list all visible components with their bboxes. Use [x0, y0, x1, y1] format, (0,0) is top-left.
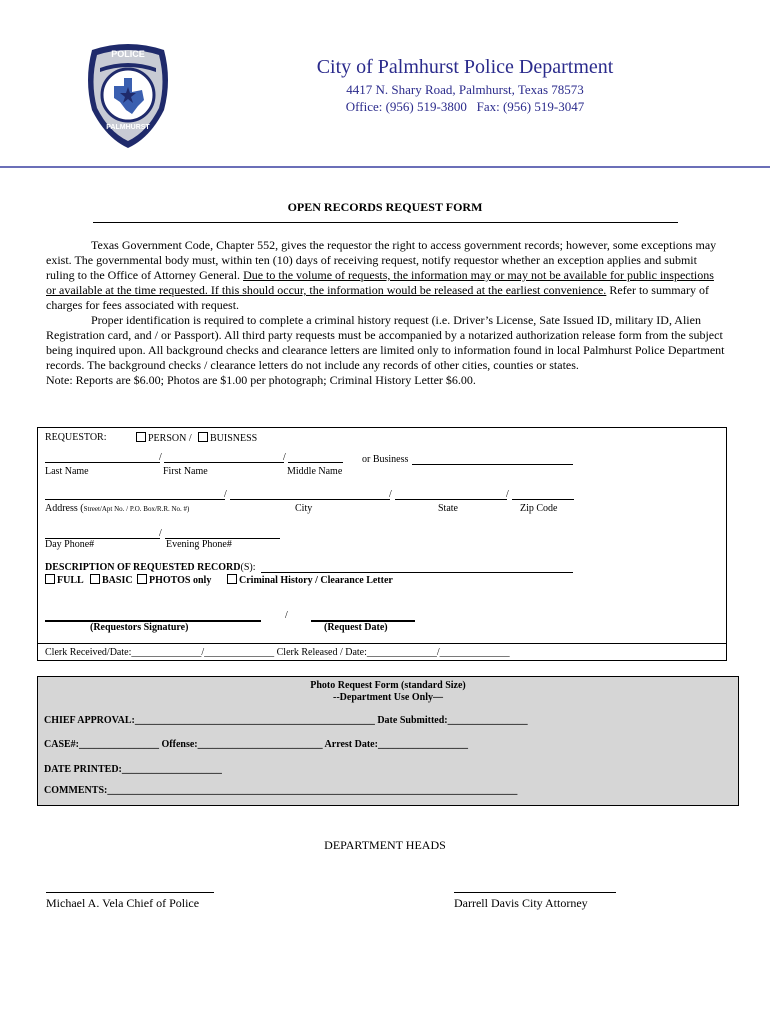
address-label	[45, 503, 189, 514]
first-name-field[interactable]	[164, 462, 284, 463]
form-title: OPEN RECORDS REQUEST FORM	[287, 200, 483, 214]
description-label-text: DESCRIPTION OF REQUESTED RECORD	[45, 562, 241, 573]
day-phone-label: Day Phone#	[45, 539, 95, 550]
request-section	[37, 427, 727, 661]
logo-top-text: POLICE	[111, 49, 145, 59]
instructions	[46, 238, 726, 388]
criminal-history-option[interactable]	[227, 574, 393, 586]
address-field[interactable]	[45, 499, 225, 500]
para1-underlined: Due to the volume of requests, the information may or may not be available for public inspections or available at the time requested. If this should occur, the information would be released at the earliest convenience.	[46, 268, 714, 297]
slash: /	[285, 610, 288, 621]
person-checkbox[interactable]	[136, 432, 146, 442]
attorney-signature-line	[454, 892, 616, 893]
criminal-history-checkbox[interactable]	[227, 574, 237, 584]
city-label: City	[295, 503, 313, 514]
chief-signature-line	[46, 892, 214, 893]
or-business-label: or Business	[362, 454, 409, 465]
basic-option[interactable]	[90, 574, 133, 586]
requestor-label: REQUESTOR:	[45, 432, 107, 443]
criminal-history-label: Criminal History / Clearance Letter	[239, 575, 393, 586]
city-attorney-name: Darrell Davis City Attorney	[454, 896, 588, 910]
photos-label: PHOTOS only	[149, 575, 212, 586]
basic-label: BASIC	[102, 575, 133, 586]
para1-text: Texas Government Code, Chapter 552, gives the requestor the right to access government records; however, some exceptions may exist. The governmental body must, within ten (10) days of receiving request, notify requestor whether an exception applies and submit ruling to the Office of Attorney General.	[46, 238, 717, 282]
middle-name-field[interactable]	[288, 462, 343, 463]
para1-text-end: Refer to summary of charges for fees associated with request.	[46, 283, 709, 312]
logo-bottom-text: PALMHURST	[106, 124, 150, 131]
agency-phone-fax: Office: (956) 519-3800 Fax: (956) 519-3047	[345, 99, 585, 114]
address-hint: Street/Apt No. / P.O. Box/R.R. No. #)	[83, 505, 190, 513]
title-divider	[93, 222, 678, 223]
slash: /	[506, 489, 509, 500]
evening-phone-label: Evening Phone#	[166, 539, 232, 550]
case-offense-arrest-line: CASE#:________________ Offense:_________________________ Arrest Date:__________________	[44, 739, 468, 750]
clerk-divider	[38, 643, 726, 644]
request-date-label: (Request Date)	[324, 622, 388, 633]
instructions-paragraph-1	[46, 238, 726, 313]
description-label	[45, 562, 256, 573]
full-checkbox[interactable]	[45, 574, 55, 584]
middle-name-label: Middle Name	[287, 466, 343, 477]
person-option[interactable]	[136, 432, 192, 444]
business-name-field[interactable]	[412, 464, 573, 465]
first-name-label: First Name	[163, 466, 208, 477]
full-label: FULL	[57, 575, 84, 586]
description-suffix: (S):	[240, 562, 256, 573]
last-name-label: Last Name	[45, 466, 89, 477]
signature-label: (Requestors Signature)	[90, 622, 189, 633]
police-badge-logo	[80, 40, 176, 150]
fee-note: Note: Reports are $6.00; Photos are $1.00 per photograph; Criminal History Letter $6.00.	[46, 373, 476, 387]
photos-option[interactable]	[137, 574, 211, 586]
photo-request-title: Photo Request Form (standard Size)	[310, 680, 466, 691]
department-use-section	[37, 676, 739, 806]
business-label: BUISNESS	[210, 433, 258, 444]
last-name-field[interactable]	[45, 462, 160, 463]
header-divider	[0, 166, 770, 168]
state-label: State	[438, 503, 458, 514]
person-label: PERSON /	[148, 433, 192, 444]
city-field[interactable]	[230, 499, 390, 500]
chief-of-police-name: Michael A. Vela Chief of Police	[46, 896, 200, 910]
slash: /	[283, 452, 286, 463]
zip-label: Zip Code	[520, 503, 558, 514]
description-field[interactable]	[261, 572, 573, 573]
business-option[interactable]	[198, 432, 257, 444]
agency-title: City of Palmhurst Police Department	[316, 56, 614, 78]
date-printed-line: DATE PRINTED:____________________	[44, 764, 222, 775]
basic-checkbox[interactable]	[90, 574, 100, 584]
state-field[interactable]	[395, 499, 507, 500]
comments-line: COMMENTS:__________________________________________________________________________________	[44, 785, 518, 796]
slash: /	[159, 528, 162, 539]
instructions-paragraph-2: Proper identification is required to complete a criminal history request (i.e. Driver’s License, Sate Issued ID, military ID, Alien Registration card, and / or Passport). All third party requests must be accompanied by a notarized authorization release form from the subject being inquired upon. All background checks and clearance letters are limited only to information found in local Palmhurst Police Department records. The background checks / clearance letters do not include any records of other cities, counties or states.	[46, 313, 725, 372]
slash: /	[159, 452, 162, 463]
chief-approval-line: CHIEF APPROVAL:________________________________________________ Date Submitted:________________	[44, 715, 528, 726]
zip-field[interactable]	[512, 499, 574, 500]
full-option[interactable]	[45, 574, 84, 586]
agency-address: 4417 N. Shary Road, Palmhurst, Texas 78573	[346, 82, 584, 97]
address-label-text: Address (	[45, 503, 84, 514]
photos-checkbox[interactable]	[137, 574, 147, 584]
slash: /	[224, 489, 227, 500]
business-checkbox[interactable]	[198, 432, 208, 442]
department-use-only: --Department Use Only—	[333, 692, 443, 703]
department-heads-heading: DEPARTMENT HEADS	[324, 838, 446, 852]
clerk-received-released: Clerk Received/Date:______________/______________ Clerk Released / Date:______________/______________	[45, 647, 510, 658]
slash: /	[389, 489, 392, 500]
